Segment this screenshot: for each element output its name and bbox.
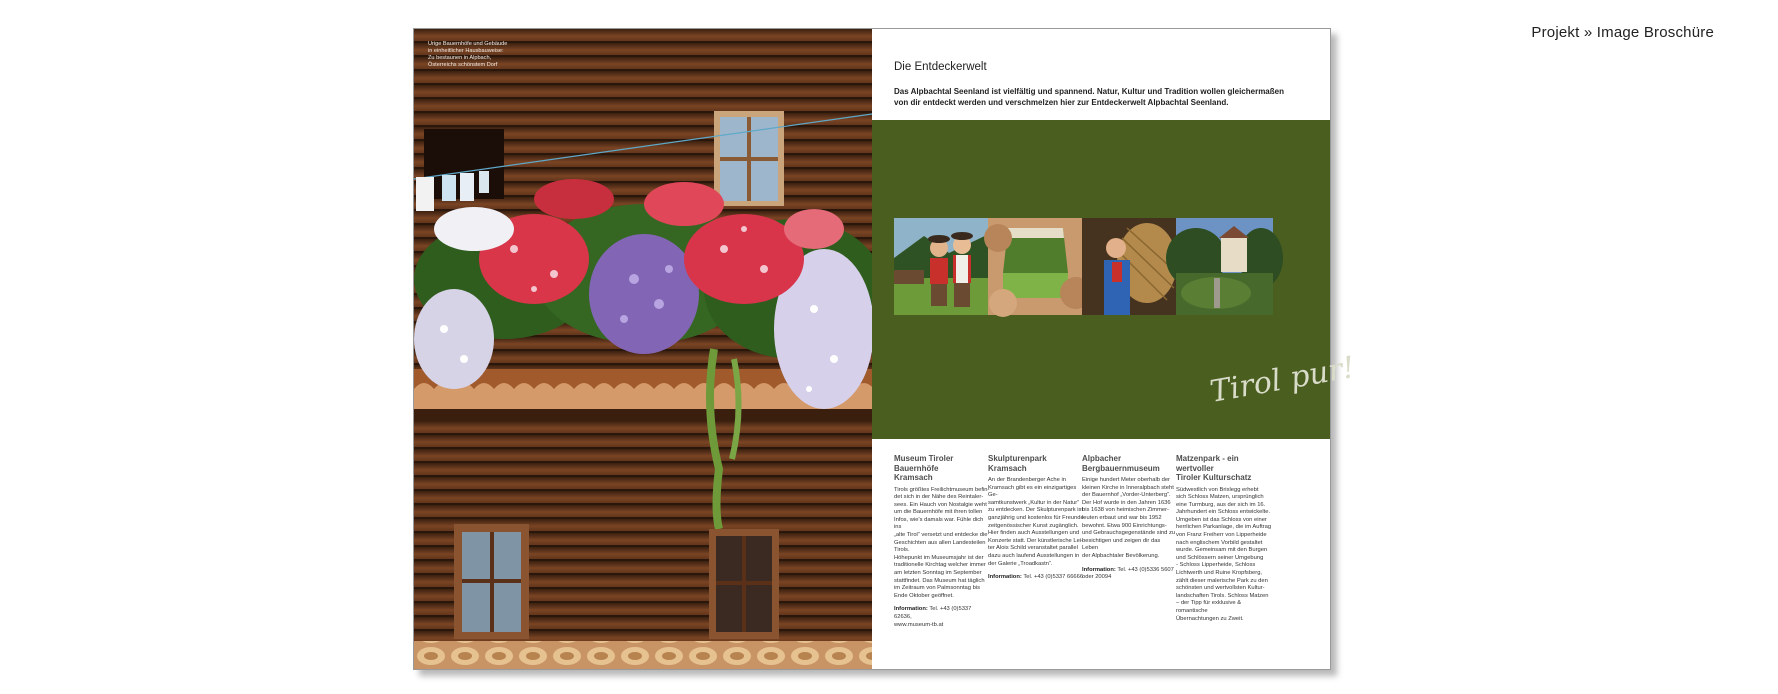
article-columns	[894, 454, 1314, 654]
column-heading: Museum Tiroler Bauernhöfe Kramsach	[894, 454, 954, 482]
column-info: Information: Tel. +43 (0)5337 66666	[988, 574, 1084, 581]
castle-garden-photo	[1176, 218, 1273, 315]
farmhouse-photo	[414, 29, 872, 669]
page-title: Die Entdeckerwelt	[894, 61, 987, 73]
project-label: Projekt » Image Broschüre	[1531, 24, 1714, 41]
children-in-tracht-photo	[894, 218, 991, 315]
column-info: Information: Tel. +43 (0)5336 5607 oder 20094	[1082, 566, 1174, 581]
intro-text: Das Alpbachtal Seenland ist vielfältig und spannend. Natur, Kultur und Tradition wollen gleichermaßen von dir entdeckt werden und verschmelzen hier zur Entdeckerwelt Alpbachtal Seenland.	[894, 87, 1284, 107]
column-matzenpark	[1176, 454, 1272, 623]
column-info: Information: Tel. +43 (0)5337 62636, www.museum-tb.at	[894, 606, 972, 628]
column-heading: Alpbacher Bergbauernmuseum	[1082, 454, 1160, 473]
column-text: An der Brandenberger Ache in Kramsach gibt es ein einzigartiges Ge- samtkunstwerk „Kultur in der Natur“ zu entdecken. Der Skulpturenpark ist ganzjährig und kostenlos für Freunde zeitgenössischer Kunst zugänglich. Hier finden auch Ausstellungen und Konzerte statt. Der künstlerische Lei- ter Alois Schild veranstaltet parallel dazu auch laufend Ausstellungen in der Galerie „Troadkastn“.	[988, 477, 1084, 567]
column-text: Tirols größtes Freilichtmuseum befin- det sich in der Nähe des Reintaler- sees. Ein Hauch von Nostalgie weht um die Bauernhöfe mit ihren tollen Infos, wie's damals war. Fühle dich ins „alte Tirol“ versetzt und entdecke die Geschichten aus allen Landesteilen Tirols. Höhepunkt im Museumsjahr ist der traditionelle Kirchtag welcher immer am letzten Sonntag im September stattfindet. Das Museum hat täglich im Zeitraum von Palmsonntag bis Ende Oktober geöffnet.	[894, 486, 990, 599]
tirol-pur-signature	[1202, 346, 1358, 416]
right-page	[872, 29, 1358, 669]
farmhouse-illustration	[414, 29, 872, 669]
photo-caption: Urige Bauernhöfe und Gebäude in einheitlicher Hausbauweise: Zu bestaunen in Alpbach, Österreichs schönstem Dorf	[428, 41, 508, 68]
brochure-spread	[413, 28, 1358, 670]
column-alpbacher-bergbauernmuseum	[1082, 454, 1178, 582]
column-text: Einige hundert Meter oberhalb der kleinen Kirche in Inneralpbach steht der Bauernhof „Vorder-Unterberg“. Der Hof wurde in den Jahren 1636 bis 1638 von heimischen Zimmer- leuten erbaut und war bis 1952 bewohnt. Etwa 900 Einrichtungs- und Gebrauchsgegenstände sind zu besichtigen und zeigen dir das Leben der Alpbachtaler Bevölkerung.	[1082, 477, 1176, 559]
svg-text:Tirol pur!: Tirol pur!	[1207, 350, 1358, 410]
park-lawn-photo	[988, 218, 1085, 315]
column-museum-tiroler-bauernhoefe	[894, 454, 990, 629]
column-text: Südwestlich von Brixlegg erhebt sich Schloss Matzen, ursprünglich eine Turmburg, aus der sich im 16. Jahrhundert ein Schloss entwickelte. Umgeben ist das Schloss von einer herrlichen Parkanlage, die im Auftrag von Franz Freiherr von Lipperheide nach englischem Vorbild gestaltet wurde. Gemeinsam mit den Burgen und Schlössern seiner Umgebung - Schloss Lipperheide, Schloss Lichtwerth und Ruine Kropfsberg, zählt dieser malerische Park zu den schönsten und wertvollsten Kultur- landschaften Tirols. Schloss Matzen – der Tipp für exklusive & romantische Übernachtungen zu Zweit.	[1176, 486, 1272, 622]
green-panel	[872, 120, 1358, 439]
column-skulpturenpark	[988, 454, 1084, 582]
man-with-basket-photo	[1082, 218, 1179, 315]
column-heading: Matzenpark - ein wertvoller Tiroler Kulturschatz	[1176, 454, 1252, 482]
column-heading: Skulpturenpark Kramsach	[988, 454, 1047, 473]
